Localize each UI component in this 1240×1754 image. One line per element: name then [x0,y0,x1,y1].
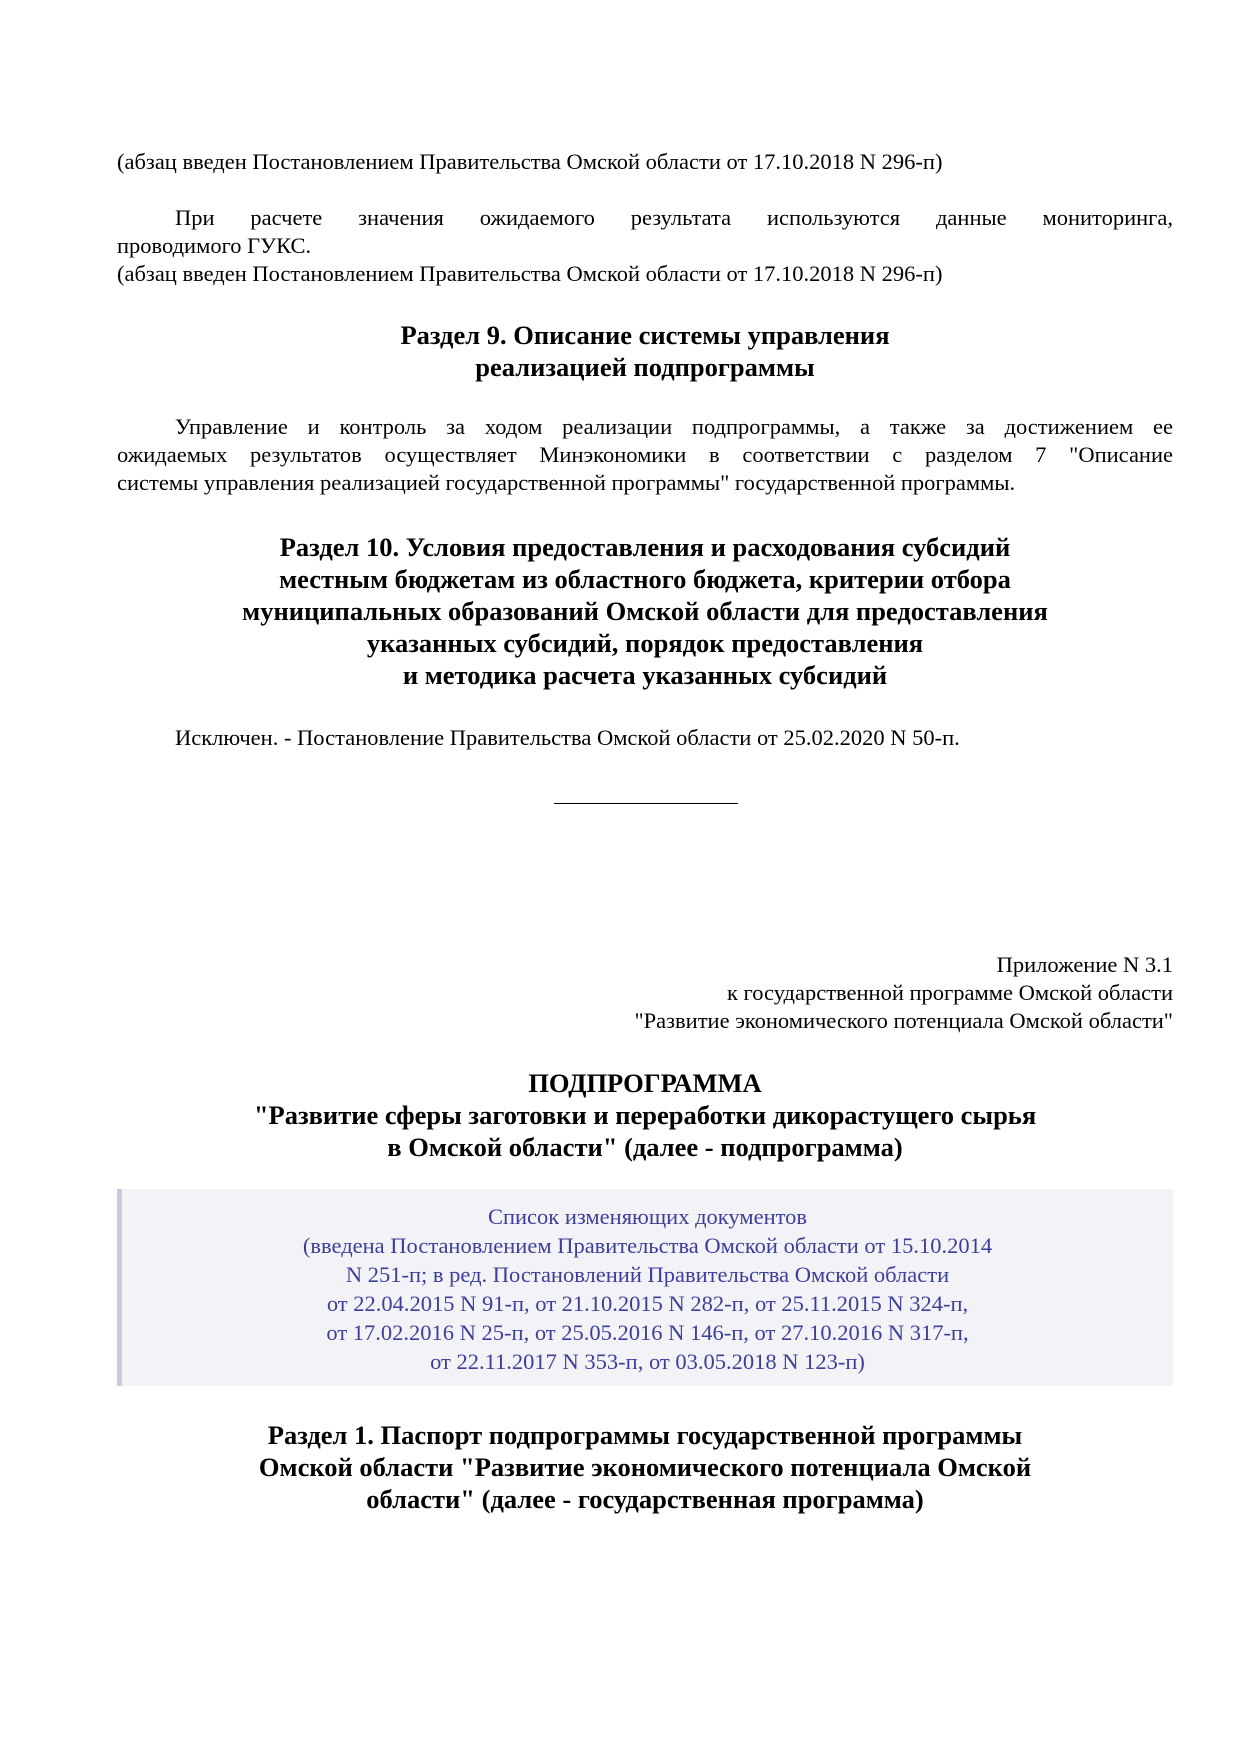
heading-line: в Омской области" (далее - подпрограмма) [387,1132,903,1162]
amendment-note: (абзац введен Постановлением Правительства Омской области от 17.10.2018 N 296-п) [117,149,943,174]
heading-line: муниципальных образований Омской области для предоставления [242,596,1048,626]
subprogram-title [117,1067,1173,1163]
amending-documents-box [117,1189,1173,1386]
amending-line: (введена Постановлением Правительства Омской области от 15.10.2014 [302,1233,993,1258]
heading-line: Омской области "Развитие экономического потенциала Омской [258,1452,1032,1482]
amending-line: N 251-п; в ред. Постановлений Правительства Омской области [345,1262,950,1287]
heading-line: Раздел 9. Описание системы управления [400,320,890,350]
heading-line: "Развитие сферы заготовки и переработки дикорастущего сырья [253,1100,1037,1130]
paragraph-line: проводимого ГУКС. [117,233,312,258]
heading-line: ПОДПРОГРАММА [528,1068,762,1098]
appendix-reference [117,951,1173,1035]
paragraph-line: ожидаемых результатов осуществляет Минэкономики в соответствии с разделом 7 "Описание [117,442,1173,467]
paragraph-line: При расчете значения ожидаемого результата используются данные мониторинга, [175,205,1173,230]
heading-line: указанных субсидий, порядок предоставления [366,628,924,658]
appendix-line: к государственной программе Омской области [726,980,1173,1005]
appendix-line: "Развитие экономического потенциала Омской области" [634,1008,1173,1033]
amending-line: от 22.11.2017 N 353-п, от 03.05.2018 N 123-п) [430,1349,865,1374]
heading-line: Раздел 10. Условия предоставления и расходования субсидий [279,532,1011,562]
separator-line [554,803,738,804]
section-9-heading [117,319,1173,383]
heading-line: и методика расчета указанных субсидий [402,660,888,690]
amending-line: Список изменяющих документов [487,1204,808,1229]
heading-line: реализацией подпрограммы [475,352,815,382]
amendment-note: (абзац введен Постановлением Правительства Омской области от 17.10.2018 N 296-п) [117,261,943,286]
amending-documents-list [122,1202,1173,1376]
section-9-body [117,413,1173,497]
paragraph-line: системы управления реализацией государственной программы" государственной программы. [117,470,1016,495]
heading-line: области" (далее - государственная программа) [366,1484,924,1514]
amending-line: от 22.04.2015 N 91-п, от 21.10.2015 N 282-п, от 25.11.2015 N 324-п, [326,1291,969,1316]
monitoring-paragraph [117,204,1173,288]
heading-line: Раздел 1. Паспорт подпрограммы государственной программы [267,1420,1023,1450]
paragraph-line: Управление и контроль за ходом реализации подпрограммы, а также за достижением ее [175,414,1173,439]
section-10-heading [117,531,1173,691]
appendix-line: Приложение N 3.1 [996,952,1173,977]
section-1-heading [117,1419,1173,1515]
heading-line: местным бюджетам из областного бюджета, критерии отбора [279,564,1011,594]
document-page [117,0,1173,1754]
amending-line: от 17.02.2016 N 25-п, от 25.05.2016 N 146-п, от 27.10.2016 N 317-п, [326,1320,969,1345]
section-10-body: Исключен. - Постановление Правительства Омской области от 25.02.2020 N 50-п. [175,725,960,750]
